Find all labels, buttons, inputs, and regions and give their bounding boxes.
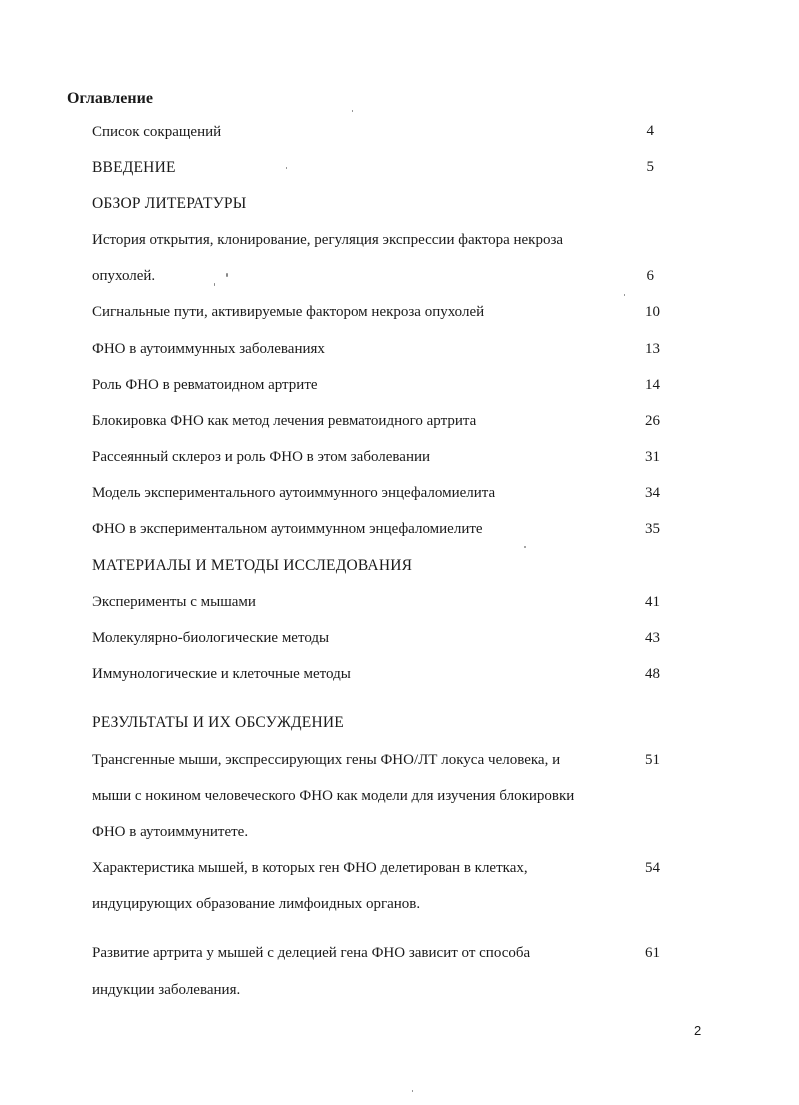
toc-entry-label: Рассеянный склероз и роль ФНО в этом заболевании — [92, 449, 431, 465]
toc-entry-page: 48 — [645, 666, 660, 682]
toc-section-heading: РЕЗУЛЬТАТЫ И ИХ ОБСУЖДЕНИЕ — [92, 714, 344, 731]
toc-entry-label: Модель экспериментального аутоиммунного энцефаломиелита — [92, 485, 496, 501]
toc-entry-label: ВВЕДЕНИЕ — [92, 159, 176, 176]
toc-entry-page: 6 — [646, 268, 654, 284]
scan-speck — [412, 1090, 413, 1092]
toc-entry-label-line1: Развитие артрита у мышей с делецией гена ФНО зависит от способа — [92, 945, 531, 961]
toc-section-heading: ОБЗОР ЛИТЕРАТУРЫ — [92, 195, 247, 212]
toc-entry-label: Молекулярно-биологические методы — [92, 630, 330, 646]
toc-entry-label: Сигнальные пути, активируемые фактором некроза опухолей — [92, 304, 485, 320]
toc-entry-page: 5 — [646, 159, 654, 175]
toc-entry-page: 41 — [645, 594, 660, 610]
toc-entry-page: 10 — [645, 304, 660, 320]
toc-entry-label: Иммунологические и клеточные методы — [92, 666, 351, 682]
toc-entry-page: 51 — [645, 752, 660, 768]
scan-speck — [624, 294, 625, 296]
scan-speck — [214, 283, 215, 286]
toc-entry-label-line2: мыши с нокином человеческого ФНО как модели для изучения блокировки — [92, 788, 575, 804]
toc-entry-label-line1: Трансгенные мыши, экспрессирующих гены ФНО/ЛТ локуса человека, и — [92, 752, 561, 768]
toc-entry-label-line2: индукции заболевания. — [92, 982, 241, 998]
scan-speck — [226, 273, 228, 277]
toc-entry-label: Блокировка ФНО как метод лечения ревматоидного артрита — [92, 413, 477, 429]
toc-entry-label: Список сокращений — [92, 124, 222, 140]
toc-entry-page: 35 — [645, 521, 660, 537]
toc-entry-page: 14 — [645, 377, 660, 393]
toc-entry-label-line3: ФНО в аутоиммунитете. — [92, 824, 249, 840]
page-number: 2 — [694, 1023, 702, 1038]
toc-entry-label-line1: История открытия, клонирование, регуляция экспрессии фактора некроза — [92, 232, 564, 248]
toc-entry-label: ФНО в экспериментальном аутоиммунном энцефаломиелите — [92, 521, 483, 537]
toc-entry-page: 43 — [645, 630, 660, 646]
toc-entry-page: 34 — [645, 485, 660, 501]
toc-entry-page: 13 — [645, 341, 660, 357]
toc-entry-page: 54 — [645, 860, 660, 876]
toc-entry-label: ФНО в аутоиммунных заболеваниях — [92, 341, 325, 357]
scan-speck — [524, 546, 526, 548]
toc-entry-label-line2: индуцирующих образование лимфоидных органов. — [92, 896, 421, 912]
toc-entry-page: 26 — [645, 413, 660, 429]
scan-speck — [352, 110, 353, 112]
toc-entry-label: Эксперименты с мышами — [92, 594, 256, 610]
toc-entry-page: 4 — [646, 123, 654, 139]
toc-entry-page: 61 — [645, 945, 660, 961]
scan-speck — [286, 167, 287, 169]
toc-entry-page: 31 — [645, 449, 660, 465]
toc-entry-label-line2: опухолей. — [92, 268, 156, 284]
toc-entry-label: Роль ФНО в ревматоидном артрите — [92, 377, 318, 393]
toc-entry-label-line1: Характеристика мышей, в которых ген ФНО делетирован в клетках, — [92, 860, 528, 876]
toc-section-heading: МАТЕРИАЛЫ И МЕТОДЫ ИССЛЕДОВАНИЯ — [92, 557, 413, 574]
toc-title: Оглавление — [67, 90, 153, 107]
